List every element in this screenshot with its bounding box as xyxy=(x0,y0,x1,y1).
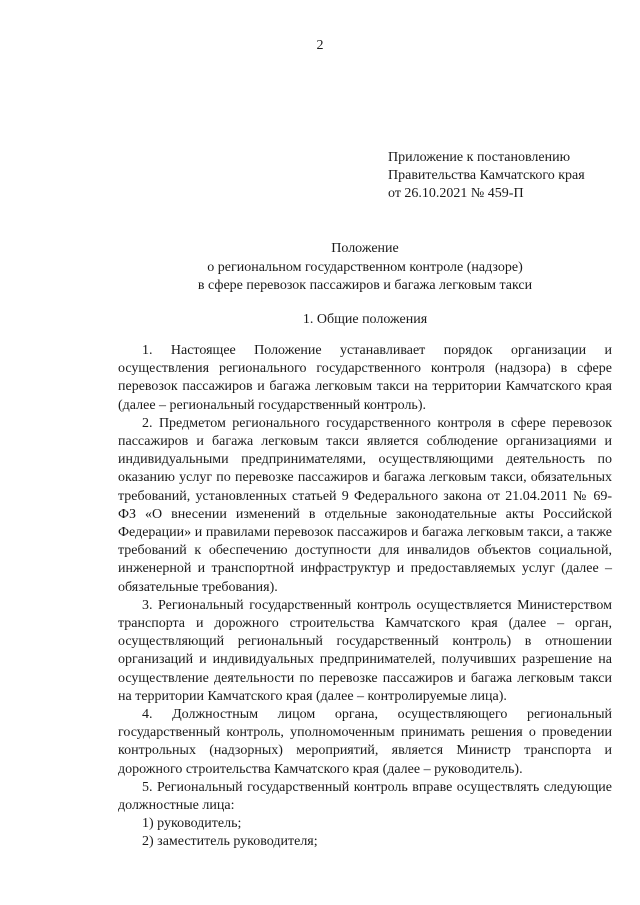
list-item: 2) заместитель руководителя; xyxy=(142,834,318,850)
title-line: о региональном государственном контроле (надзоре) xyxy=(207,259,523,275)
list-item: 1) руководитель; xyxy=(142,816,242,832)
title-line: в сфере перевозок пассажиров и багажа легковым такси xyxy=(197,278,533,293)
appendix-line: Правительства Камчатского края xyxy=(388,168,585,183)
document-body xyxy=(118,342,612,852)
appendix-block xyxy=(388,149,585,203)
paragraph: 3. Региональный государственный контроль осуществляется Министерством транспорта и дорожного строительства Камчатского края (далее – орган, осуществляющий региональный государственный контроль) в отношении организаций и индивидуальных предпринимателей, получивших разрешение на осуществление деятельности по перевозке пассажиров и багажа легковым такси на территории Камчатского края (далее – контролируемые лица). xyxy=(118,597,612,704)
paragraph: 1. Настоящее Положение устанавливает порядок организации и осуществления регионального государственного контроля (надзора) в сфере перевозок пассажиров и багажа легковым такси на территории Камчатского края (далее – региональный государственный контроль). xyxy=(118,343,612,413)
paragraph: 5. Региональный государственный контроль вправе осуществлять следующие должностные лица: xyxy=(118,779,612,814)
page-number: 2 xyxy=(316,38,324,53)
appendix-line: от 26.10.2021 № 459-П xyxy=(388,186,524,201)
document-title xyxy=(118,240,612,296)
appendix-line: Приложение к постановлению xyxy=(388,150,571,165)
title-line: Положение xyxy=(331,241,399,256)
paragraph: 4. Должностным лицом органа, осуществляющего региональный государственный контроль, уполномоченным принимать решения о проведении контрольных (надзорных) мероприятий, является Министр транспорта и дорожного строительства Камчатского края (далее – руководитель). xyxy=(118,707,612,777)
section-heading: 1. Общие положения xyxy=(302,312,428,327)
paragraph: 2. Предметом регионального государственного контроля в сфере перевозок пассажиров и багажа легковым такси является соблюдение организациями и индивидуальными предпринимателями, осуществляющими деятельность по оказанию услуг по перевозке пассажиров и багажа легковым такси, обязательных требований, установленных статьей 9 Федерального закона от 21.04.2011 № 69-ФЗ «О внесении изменений в отдельные законодательные акты Российской Федерации» и правилами перевозок пассажиров и багажа легковым такси, а также требований к обеспечению доступности для инвалидов объектов социальной, инженерной и транспортной инфраструктур и предоставляемых услуг (далее – обязательные требования). xyxy=(118,415,612,595)
